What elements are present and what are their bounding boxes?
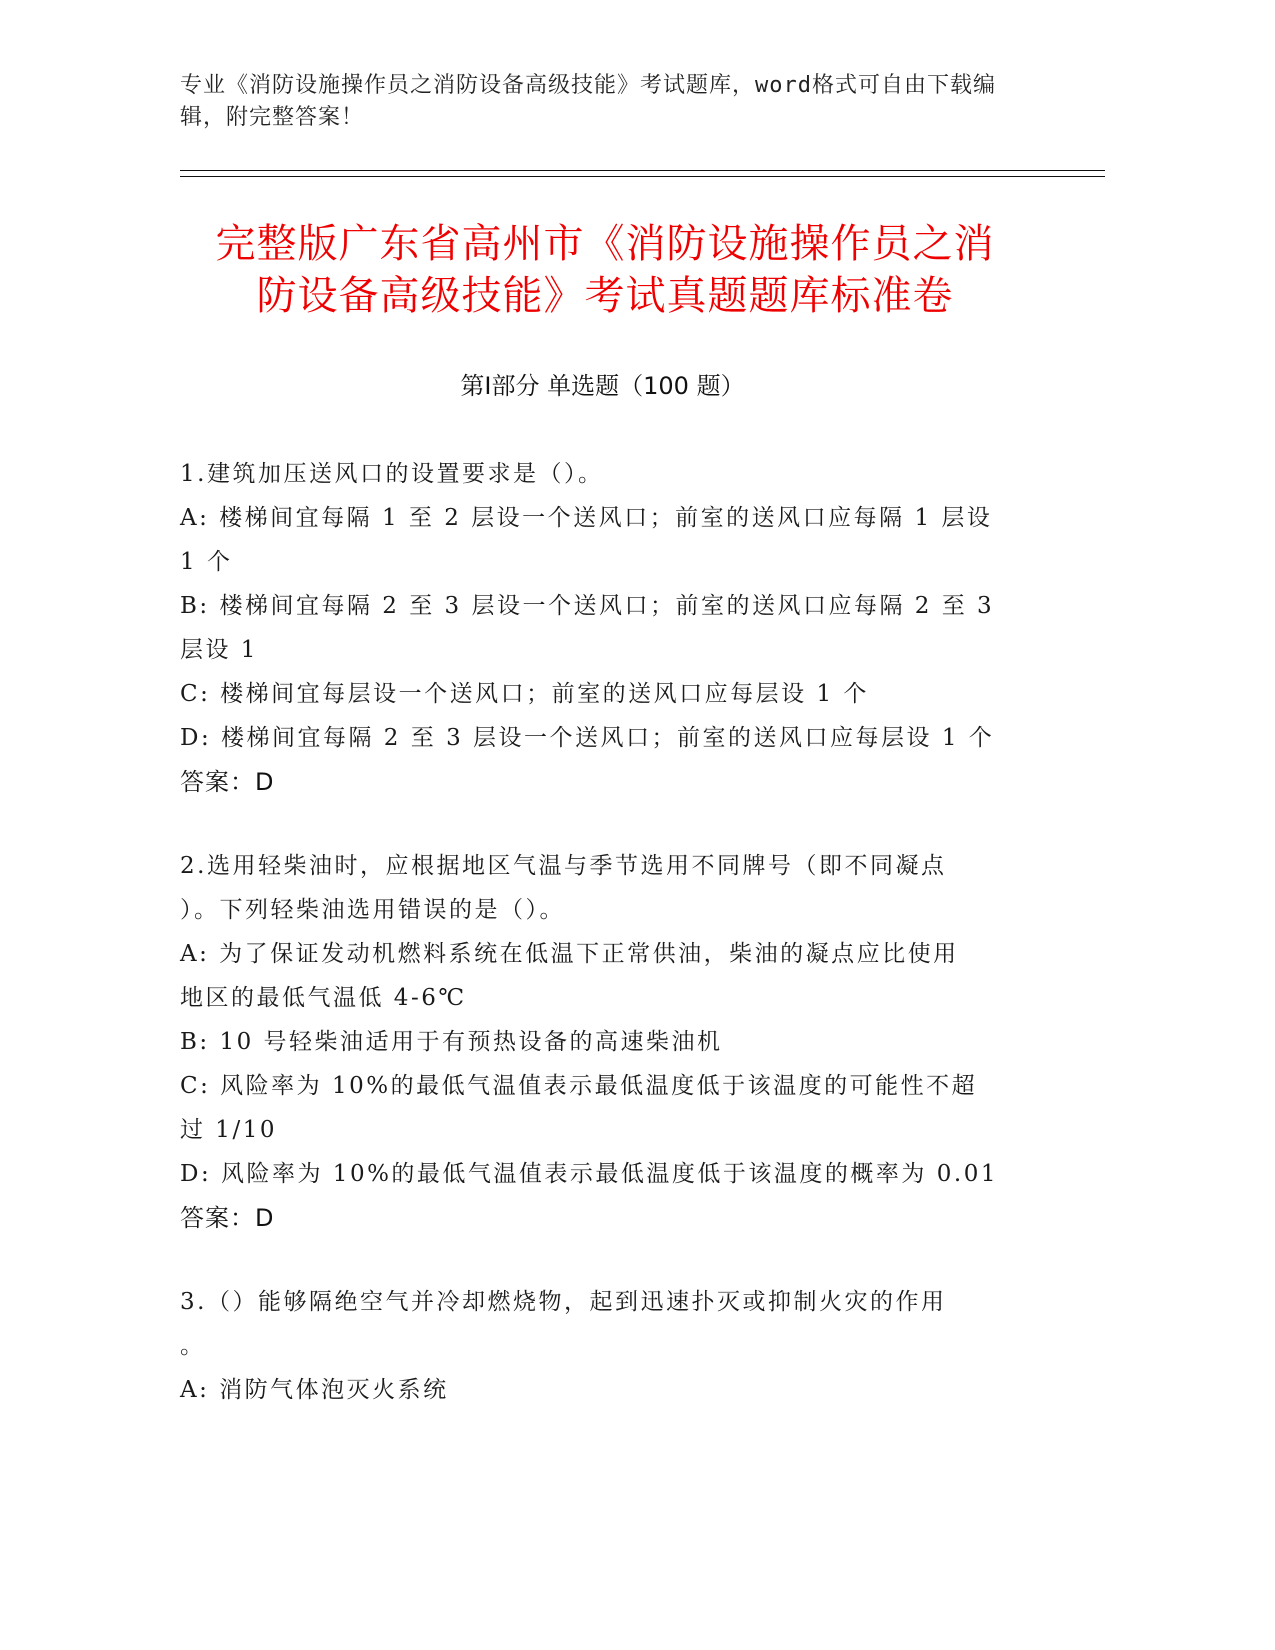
question-stem: 2.选用轻柴油时，应根据地区气温与季节选用不同牌号（即不同凝点 xyxy=(180,853,947,879)
option-c: C: 风险率为 10%的最低气温值表示最低温度低于该温度的可能性不超 xyxy=(180,1073,978,1099)
question-item xyxy=(180,844,1025,1240)
question-list xyxy=(180,452,1025,1452)
header-divider xyxy=(180,176,1105,177)
document-title-line: 防设备高级技能》考试真题题库标准卷 xyxy=(256,273,954,319)
header-note xyxy=(180,70,1040,134)
answer-label: 答案：D xyxy=(180,1204,275,1232)
option-c: C: 楼梯间宜每层设一个送风口；前室的送风口应每层设 1 个 xyxy=(180,681,869,707)
option-b-continued: 层设 1 xyxy=(180,637,258,663)
question-item xyxy=(180,452,1025,804)
option-b: B: 10 号轻柴油适用于有预热设备的高速柴油机 xyxy=(180,1029,723,1055)
answer-label: 答案：D xyxy=(180,768,275,796)
option-b: B: 楼梯间宜每隔 2 至 3 层设一个送风口；前室的送风口应每隔 2 至 3 xyxy=(180,593,995,619)
section-title: 第Ⅰ部分 单选题（100 题） xyxy=(460,372,745,400)
question-item xyxy=(180,1280,1025,1412)
header-note-line: 辑，附完整答案！ xyxy=(180,105,365,130)
option-a: A: 消防气体泡灭火系统 xyxy=(180,1377,449,1403)
option-a: A: 楼梯间宜每隔 1 至 2 层设一个送风口；前室的送风口应每隔 1 层设 xyxy=(180,505,993,531)
question-stem: 3.（）能够隔绝空气并冷却燃烧物，起到迅速扑灭或抑制火灾的作用 xyxy=(180,1289,947,1315)
option-d: D: 风险率为 10%的最低气温值表示最低温度低于该温度的概率为 0.01 xyxy=(180,1161,998,1187)
option-c-continued: 过 1/10 xyxy=(180,1117,277,1143)
question-stem-continued: 。 xyxy=(180,1333,206,1359)
header-note-line: 专业《消防设施操作员之消防设备高级技能》考试题库，word格式可自由下载编 xyxy=(180,73,996,98)
option-a-continued: 1 个 xyxy=(180,549,233,575)
option-d: D: 楼梯间宜每隔 2 至 3 层设一个送风口；前室的送风口应每层设 1 个 xyxy=(180,725,995,751)
document-title-line: 完整版广东省高州市《消防设施操作员之消 xyxy=(215,221,995,267)
option-a: A: 为了保证发动机燃料系统在低温下正常供油，柴油的凝点应比使用 xyxy=(180,941,959,967)
question-stem: 1.建筑加压送风口的设置要求是（）。 xyxy=(180,461,604,487)
question-stem-continued: ）。下列轻柴油选用错误的是（）。 xyxy=(180,897,565,923)
header-divider xyxy=(180,170,1105,171)
option-a-continued: 地区的最低气温低 4-6℃ xyxy=(180,985,467,1011)
document-title xyxy=(160,218,1050,322)
